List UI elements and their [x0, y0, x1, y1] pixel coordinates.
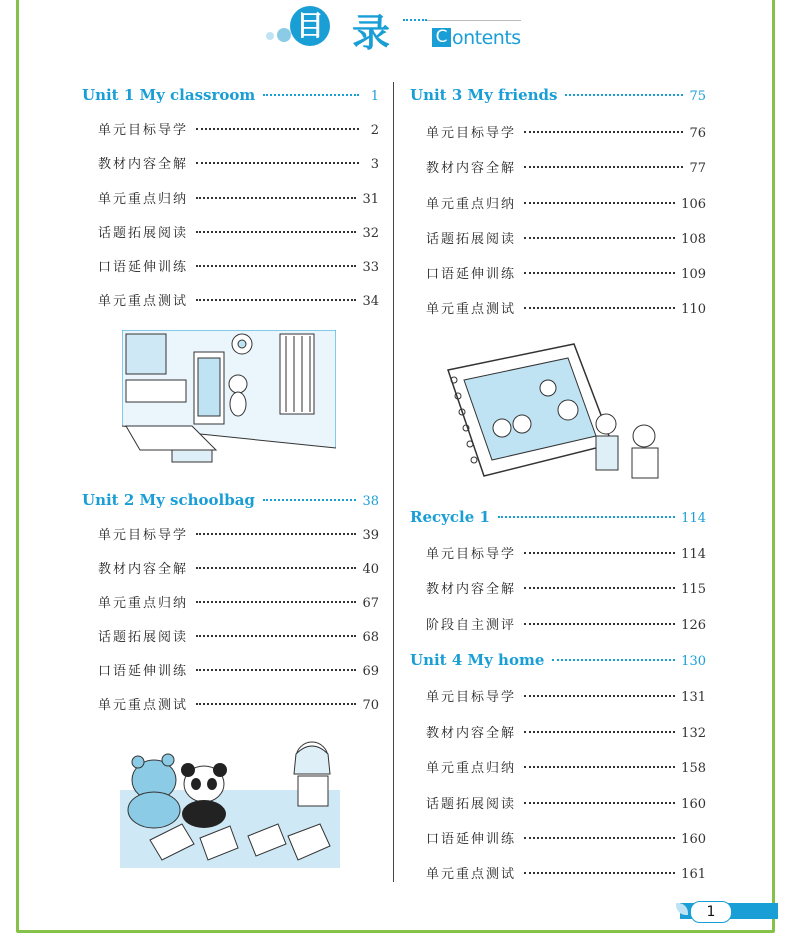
dot-leader: [524, 237, 675, 239]
toc-item-row[interactable]: [98, 626, 379, 645]
item-label: 单元重点归纳: [98, 596, 189, 611]
dot-leader: [263, 94, 359, 96]
item-label: 口语延伸训练: [426, 832, 517, 847]
dot-leader: [196, 197, 356, 199]
item-page-number: 131: [681, 690, 706, 705]
dot-leader: [524, 587, 675, 589]
dot-leader: [524, 272, 675, 274]
item-page-number: 160: [681, 832, 706, 847]
decor-dot-medium: [277, 28, 291, 42]
item-label: 话题拓展阅读: [426, 232, 517, 247]
toc-item-row[interactable]: [98, 290, 379, 309]
item-label: 教材内容全解: [426, 726, 517, 741]
schoolbag-illustration: [120, 740, 340, 868]
dot-leader: [524, 731, 675, 733]
item-label: 单元重点归纳: [98, 192, 189, 207]
dot-leader: [498, 516, 675, 518]
item-label: 教材内容全解: [98, 562, 189, 577]
item-page-number: 69: [362, 664, 379, 679]
toc-item-row[interactable]: [98, 153, 379, 172]
item-page-number: 161: [681, 867, 706, 882]
item-page-number: 115: [681, 582, 706, 597]
toc-item-row[interactable]: [98, 188, 379, 207]
item-label: 教材内容全解: [426, 582, 517, 597]
item-page-number: 39: [362, 528, 379, 543]
dot-leader: [263, 499, 357, 501]
dot-leader: [196, 162, 359, 164]
toc-item-row[interactable]: [426, 298, 706, 317]
item-label: 口语延伸训练: [98, 664, 189, 679]
toc-unit-row[interactable]: [82, 491, 379, 509]
unit-page-number: 130: [681, 654, 706, 669]
toc-item-row[interactable]: [98, 222, 379, 241]
item-page-number: 33: [362, 260, 379, 275]
decor-dot-small: [266, 32, 274, 40]
unit-page-number: 75: [689, 89, 706, 104]
item-label: 单元重点测试: [98, 294, 189, 309]
item-label: 单元重点测试: [98, 698, 189, 713]
toc-item-row[interactable]: [426, 122, 706, 141]
dot-leader: [552, 659, 675, 661]
item-label: 单元重点测试: [426, 867, 517, 882]
dot-leader: [196, 669, 356, 671]
item-page-number: 67: [362, 596, 379, 611]
item-label: 口语延伸训练: [426, 267, 517, 282]
toc-item-row[interactable]: [426, 263, 706, 282]
dot-leader: [196, 567, 356, 569]
item-label: 单元目标导学: [426, 126, 517, 141]
item-label: 单元重点测试: [426, 302, 517, 317]
dot-leader: [196, 231, 356, 233]
item-page-number: 3: [370, 157, 379, 172]
unit-page-number: 114: [681, 511, 706, 526]
dot-leader: [524, 166, 683, 168]
item-label: 单元目标导学: [98, 123, 189, 138]
item-page-number: 109: [681, 267, 706, 282]
item-label: 话题拓展阅读: [98, 630, 189, 645]
header-dots: [403, 19, 427, 21]
item-page-number: 108: [681, 232, 706, 247]
item-label: 单元重点归纳: [426, 197, 517, 212]
unit-title: Recycle 1: [410, 508, 490, 526]
contents-initial: C: [432, 28, 451, 47]
toc-unit-row[interactable]: [410, 86, 706, 104]
unit-page-number: 1: [370, 89, 379, 104]
friends-illustration: [444, 340, 670, 480]
toc-item-row[interactable]: [426, 228, 706, 247]
item-page-number: 132: [681, 726, 706, 741]
item-label: 单元目标导学: [426, 690, 517, 705]
dot-leader: [196, 128, 359, 130]
item-page-number: 70: [362, 698, 379, 713]
contents-rest: ontents: [452, 27, 521, 49]
item-page-number: 114: [681, 547, 706, 562]
item-page-number: 34: [362, 294, 379, 309]
unit-title: Unit 1 My classroom: [82, 86, 256, 104]
toc-item-row[interactable]: [426, 543, 706, 562]
item-label: 单元重点归纳: [426, 761, 517, 776]
item-page-number: 110: [681, 302, 706, 317]
toc-item-row[interactable]: [426, 686, 706, 705]
item-label: 单元目标导学: [98, 528, 189, 543]
item-page-number: 40: [362, 562, 379, 577]
unit-title: Unit 4 My home: [410, 651, 545, 669]
toc-unit-row[interactable]: [410, 651, 706, 669]
item-label: 口语延伸训练: [98, 260, 189, 275]
toc-item-row[interactable]: [426, 193, 706, 212]
dot-leader: [196, 533, 356, 535]
item-page-number: 106: [681, 197, 706, 212]
dot-leader: [196, 635, 356, 637]
item-page-number: 126: [681, 618, 706, 633]
item-label: 阶段自主测评: [426, 618, 517, 633]
toc-item-row[interactable]: [426, 157, 706, 176]
item-page-number: 76: [689, 126, 706, 141]
item-label: 单元目标导学: [426, 547, 517, 562]
header-line: [427, 20, 521, 21]
toc-item-row[interactable]: [98, 256, 379, 275]
toc-item-row[interactable]: [98, 524, 379, 543]
item-page-number: 2: [370, 123, 379, 138]
dot-leader: [196, 299, 356, 301]
item-page-number: 158: [681, 761, 706, 776]
toc-item-row[interactable]: [98, 558, 379, 577]
unit-title: Unit 3 My friends: [410, 86, 558, 104]
dot-leader: [196, 601, 356, 603]
page-number: 1: [690, 901, 732, 923]
unit-page-number: 38: [362, 494, 379, 509]
dot-leader: [524, 872, 675, 874]
unit-title: Unit 2 My schoolbag: [82, 491, 255, 509]
toc-unit-row[interactable]: [82, 86, 379, 104]
dot-leader: [196, 703, 356, 705]
dot-leader: [524, 837, 675, 839]
toc-item-row[interactable]: [98, 660, 379, 679]
toc-item-row[interactable]: [426, 578, 706, 597]
toc-item-row[interactable]: [426, 828, 706, 847]
column-divider: [393, 82, 394, 882]
title-char-2: 录: [352, 11, 391, 55]
toc-item-row[interactable]: [98, 119, 379, 138]
item-page-number: 160: [681, 797, 706, 812]
dot-leader: [524, 131, 683, 133]
item-page-number: 68: [362, 630, 379, 645]
item-label: 话题拓展阅读: [426, 797, 517, 812]
toc-item-row[interactable]: [426, 757, 706, 776]
toc-item-row[interactable]: [98, 694, 379, 713]
item-label: 话题拓展阅读: [98, 226, 189, 241]
page-header: [260, 0, 540, 60]
item-page-number: 32: [362, 226, 379, 241]
dot-leader: [524, 623, 675, 625]
dot-leader: [524, 202, 675, 204]
dot-leader: [524, 766, 675, 768]
toc-item-row[interactable]: [426, 614, 706, 633]
item-label: 教材内容全解: [426, 161, 517, 176]
dot-leader: [524, 695, 675, 697]
toc-item-row[interactable]: [98, 592, 379, 611]
item-page-number: 77: [689, 161, 706, 176]
dot-leader: [524, 552, 675, 554]
dot-leader: [565, 94, 683, 96]
title-char-1: 目: [295, 9, 324, 42]
toc-item-row[interactable]: [426, 863, 706, 882]
dot-leader: [524, 802, 675, 804]
item-page-number: 31: [362, 192, 379, 207]
toc-unit-row[interactable]: [410, 508, 706, 526]
toc-item-row[interactable]: [426, 793, 706, 812]
dot-leader: [524, 307, 675, 309]
classroom-illustration: [122, 330, 336, 470]
toc-item-row[interactable]: [426, 722, 706, 741]
dot-leader: [196, 265, 356, 267]
item-label: 教材内容全解: [98, 157, 189, 172]
